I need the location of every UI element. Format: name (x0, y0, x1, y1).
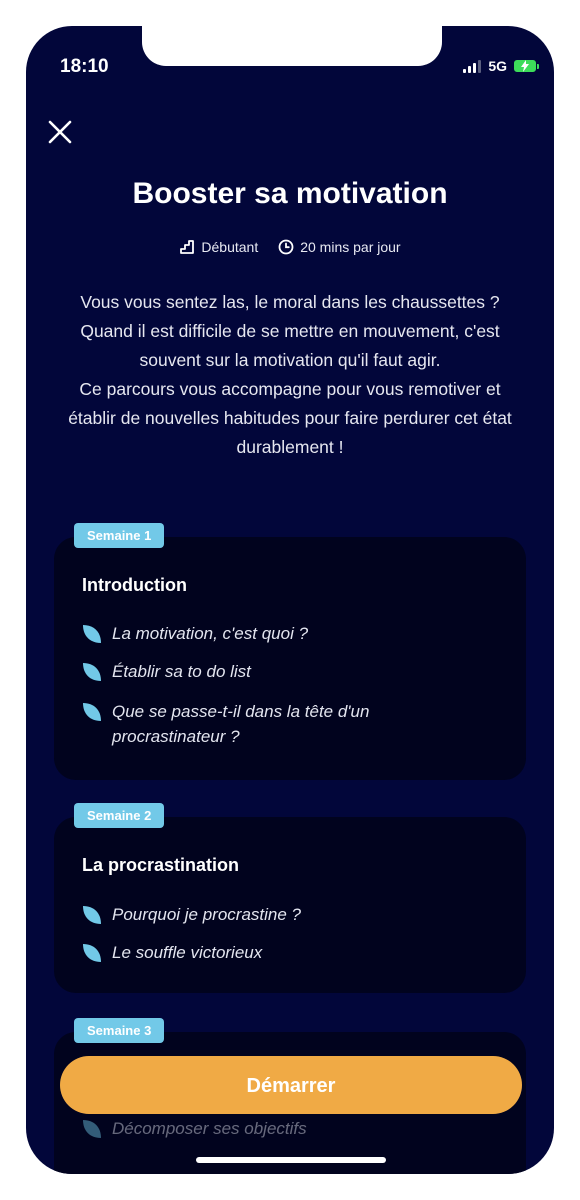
lesson-item[interactable] (82, 940, 506, 965)
battery-charging-icon (514, 60, 536, 72)
lesson-label: Pourquoi je procrastine ? (112, 905, 302, 924)
status-indicators (463, 58, 536, 74)
week-title: Introduction (82, 575, 187, 595)
level-label: Débutant (201, 239, 259, 255)
status-time: 18:10 (60, 56, 109, 77)
leaf-icon (82, 662, 102, 682)
lesson-item[interactable] (82, 1116, 506, 1141)
description-paragraph: Ce parcours vous accompagne pour vous remotiver et établir de nouvelles habitudes pour faire perdurer cet état durablement ! (68, 379, 512, 457)
lesson-label: Que se passe-t-il dans la tête d'un procrastinateur ? (112, 702, 370, 746)
clock-icon (278, 239, 294, 255)
home-indicator[interactable] (196, 1157, 386, 1163)
week-badge: Semaine 3 (74, 1018, 164, 1043)
lesson-item[interactable] (82, 699, 456, 749)
lesson-label: La motivation, c'est quoi ? (112, 624, 309, 643)
duration-label: 20 mins par jour (300, 239, 401, 255)
lesson-label: Établir sa to do list (112, 662, 251, 681)
lesson-label: Le souffle victorieux (112, 943, 263, 962)
start-button[interactable]: Démarrer (60, 1056, 522, 1114)
leaf-icon (82, 905, 102, 925)
week-title: La procrastination (82, 855, 240, 875)
lesson-label: Décomposer ses objectifs (112, 1119, 307, 1138)
close-button[interactable] (46, 118, 74, 146)
stairs-icon (179, 239, 195, 255)
lesson-item[interactable] (82, 659, 506, 684)
network-label: 5G (488, 58, 507, 74)
leaf-icon (82, 624, 102, 644)
week-card (54, 537, 526, 780)
course-description (60, 288, 520, 462)
description-paragraph: Vous vous sentez las, le moral dans les chaussettes ? Quand il est difficile de se mettre en mouvement, c'est souvent sur la motivation qu'il faut agir. (80, 292, 500, 370)
week-badge: Semaine 1 (74, 523, 164, 548)
week-card (54, 817, 526, 993)
course-meta (26, 239, 554, 255)
phone-screen (26, 26, 554, 1174)
signal-icon (463, 60, 481, 73)
leaf-icon (82, 943, 102, 963)
lesson-item[interactable] (82, 621, 506, 646)
page-title: Booster sa motivation (132, 177, 448, 210)
week-badge: Semaine 2 (74, 803, 164, 828)
close-icon (46, 118, 74, 146)
leaf-icon (82, 702, 102, 722)
leaf-icon (82, 1119, 102, 1139)
lesson-item[interactable] (82, 902, 506, 927)
device-notch (142, 26, 442, 66)
